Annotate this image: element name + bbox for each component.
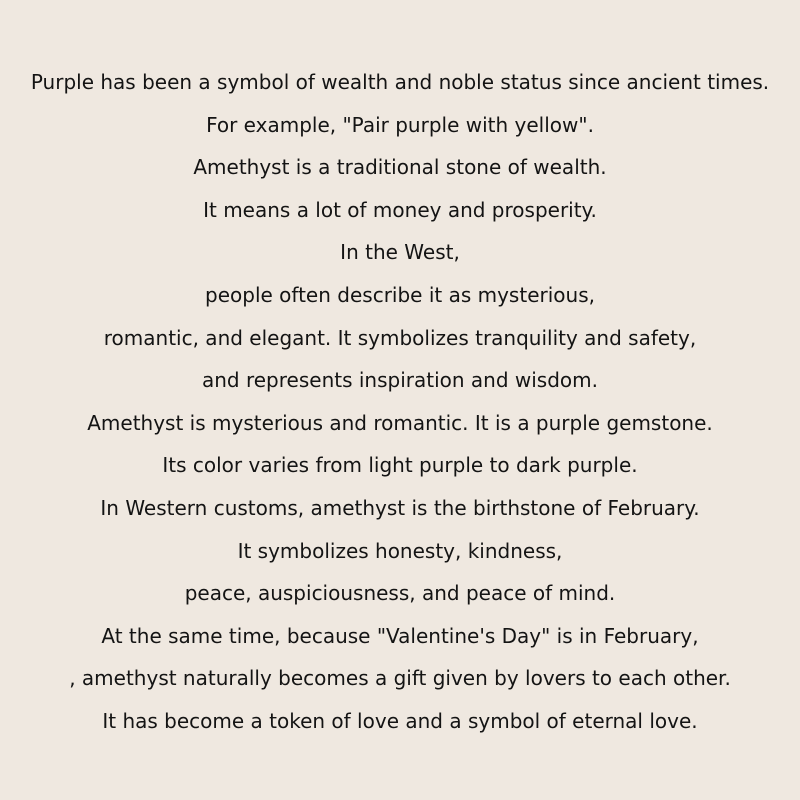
text-line: romantic, and elegant. It symbolizes tranquility and safety, xyxy=(103,325,697,350)
amethyst-description-text xyxy=(0,61,800,743)
text-line: It symbolizes honesty, kindness, xyxy=(237,538,563,563)
text-line: Amethyst is a traditional stone of wealth. xyxy=(193,155,607,180)
text-line: Amethyst is mysterious and romantic. It is a purple gemstone. xyxy=(87,410,713,435)
text-line: In the West, xyxy=(340,240,460,265)
text-line: It means a lot of money and prosperity. xyxy=(203,197,597,222)
text-line: Purple has been a symbol of wealth and noble status since ancient times. xyxy=(30,70,770,94)
text-line: Its color varies from light purple to dark purple. xyxy=(162,453,638,478)
text-line: and represents inspiration and wisdom. xyxy=(201,368,598,393)
text-line: In Western customs, amethyst is the birthstone of February. xyxy=(100,495,700,520)
text-line: For example, "Pair purple with yellow". xyxy=(206,112,594,137)
text-line: It has become a token of love and a symbol of eternal love. xyxy=(102,708,698,733)
text-line: people often describe it as mysterious, xyxy=(205,282,595,307)
text-line: peace, auspiciousness, and peace of mind. xyxy=(184,581,616,606)
text-line: At the same time, because "Valentine's Day" is in February, xyxy=(101,623,699,648)
text-line: , amethyst naturally becomes a gift given by lovers to each other. xyxy=(69,666,731,691)
